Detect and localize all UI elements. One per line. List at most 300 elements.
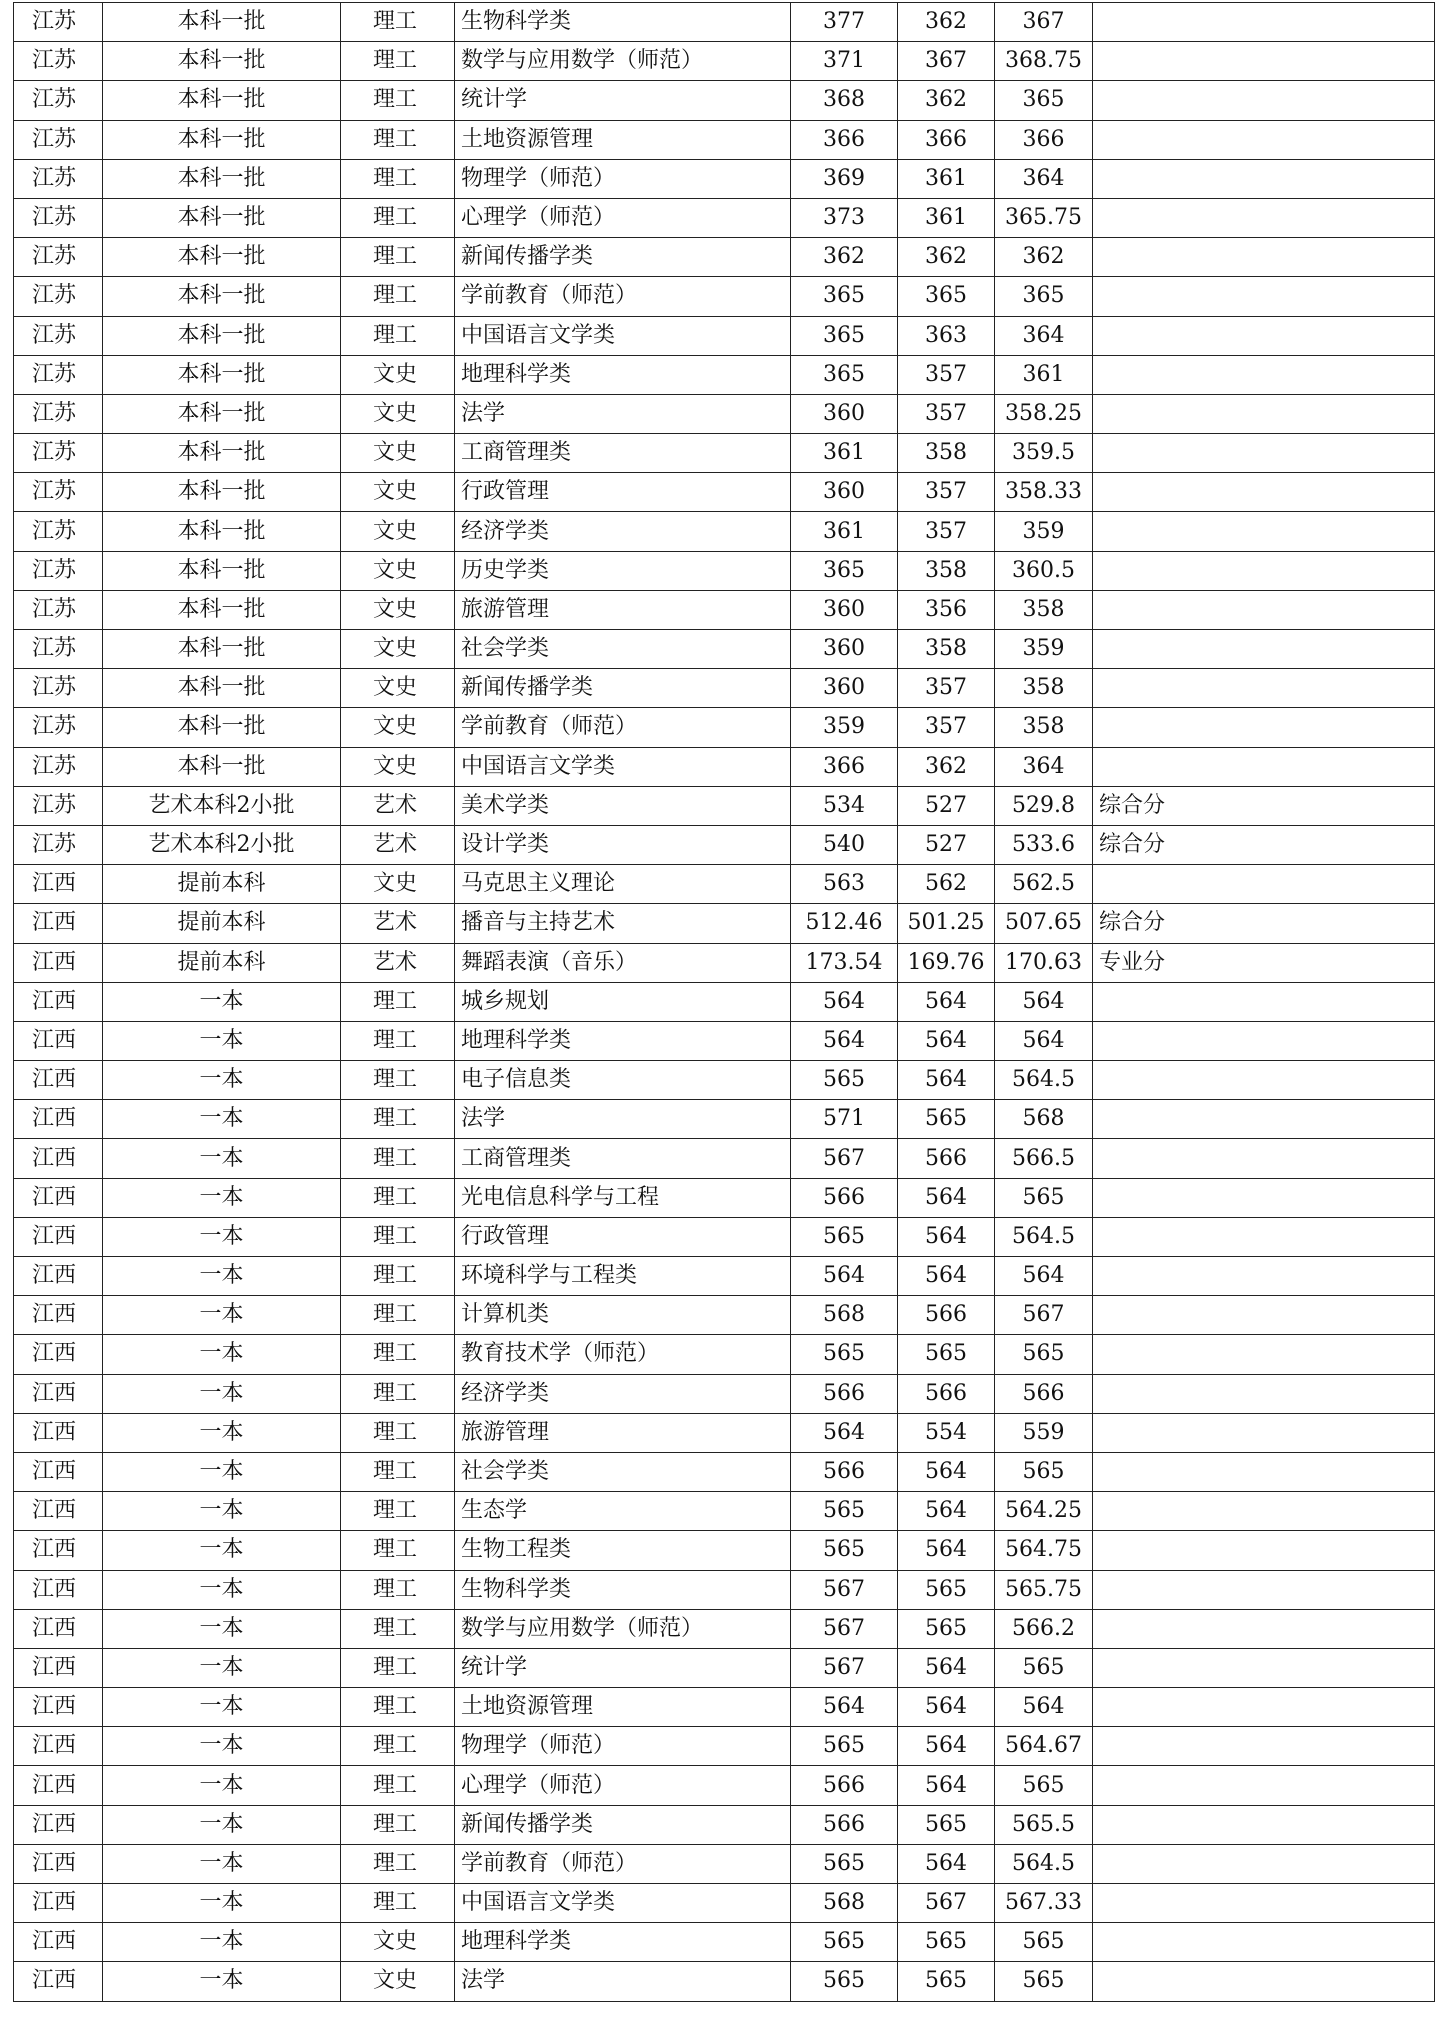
min-score-cell: 567 — [898, 1884, 995, 1923]
min-score-cell: 358 — [898, 551, 995, 590]
min-score-cell: 566 — [898, 1296, 995, 1335]
category-cell: 文史 — [341, 630, 455, 669]
min-score-cell: 564 — [898, 1217, 995, 1256]
min-score-cell: 564 — [898, 1178, 995, 1217]
avg-score-cell: 565 — [995, 1962, 1093, 2001]
max-score-cell: 571 — [791, 1100, 898, 1139]
category-cell: 理工 — [341, 1648, 455, 1687]
province-cell: 江西 — [14, 1452, 103, 1491]
max-score-cell: 566 — [791, 1178, 898, 1217]
avg-score-cell: 565.75 — [995, 1570, 1093, 1609]
major-cell: 学前教育（师范） — [455, 277, 791, 316]
avg-score-cell: 565 — [995, 1452, 1093, 1491]
table-row — [14, 1648, 1435, 1687]
category-cell: 文史 — [341, 1962, 455, 2001]
major-cell: 行政管理 — [455, 473, 791, 512]
note-cell — [1093, 434, 1435, 473]
max-score-cell: 565 — [791, 1531, 898, 1570]
min-score-cell: 357 — [898, 473, 995, 512]
avg-score-cell: 368.75 — [995, 42, 1093, 81]
major-cell: 中国语言文学类 — [455, 1884, 791, 1923]
major-cell: 地理科学类 — [455, 355, 791, 394]
table-row — [14, 1139, 1435, 1178]
category-cell: 理工 — [341, 1413, 455, 1452]
table-row — [14, 394, 1435, 433]
batch-cell: 本科一批 — [103, 473, 341, 512]
province-cell: 江西 — [14, 1374, 103, 1413]
province-cell: 江苏 — [14, 825, 103, 864]
note-cell — [1093, 1296, 1435, 1335]
major-cell: 学前教育（师范） — [455, 1844, 791, 1883]
category-cell: 理工 — [341, 1061, 455, 1100]
table-row — [14, 1021, 1435, 1060]
min-score-cell: 565 — [898, 1609, 995, 1648]
batch-cell: 本科一批 — [103, 708, 341, 747]
major-cell: 土地资源管理 — [455, 1688, 791, 1727]
batch-cell: 本科一批 — [103, 394, 341, 433]
major-cell: 社会学类 — [455, 1452, 791, 1491]
note-cell — [1093, 277, 1435, 316]
major-cell: 数学与应用数学（师范） — [455, 1609, 791, 1648]
min-score-cell: 358 — [898, 434, 995, 473]
category-cell: 艺术 — [341, 943, 455, 982]
batch-cell: 一本 — [103, 1374, 341, 1413]
min-score-cell: 358 — [898, 630, 995, 669]
min-score-cell: 566 — [898, 1374, 995, 1413]
table-row — [14, 1884, 1435, 1923]
max-score-cell: 564 — [791, 1688, 898, 1727]
note-cell — [1093, 1766, 1435, 1805]
table-row — [14, 355, 1435, 394]
note-cell — [1093, 1217, 1435, 1256]
table-row — [14, 1061, 1435, 1100]
province-cell: 江西 — [14, 1844, 103, 1883]
max-score-cell: 365 — [791, 551, 898, 590]
major-cell: 心理学（师范） — [455, 198, 791, 237]
max-score-cell: 360 — [791, 394, 898, 433]
note-cell — [1093, 394, 1435, 433]
max-score-cell: 565 — [791, 1335, 898, 1374]
avg-score-cell: 565 — [995, 1766, 1093, 1805]
major-cell: 历史学类 — [455, 551, 791, 590]
major-cell: 社会学类 — [455, 630, 791, 669]
category-cell: 理工 — [341, 198, 455, 237]
note-cell: 综合分 — [1093, 904, 1435, 943]
note-cell — [1093, 316, 1435, 355]
province-cell: 江苏 — [14, 473, 103, 512]
province-cell: 江西 — [14, 1727, 103, 1766]
major-cell: 生物科学类 — [455, 3, 791, 42]
batch-cell: 本科一批 — [103, 81, 341, 120]
avg-score-cell: 565 — [995, 1335, 1093, 1374]
min-score-cell: 564 — [898, 1648, 995, 1687]
major-cell: 工商管理类 — [455, 1139, 791, 1178]
batch-cell: 一本 — [103, 1139, 341, 1178]
note-cell — [1093, 982, 1435, 1021]
major-cell: 播音与主持艺术 — [455, 904, 791, 943]
category-cell: 文史 — [341, 865, 455, 904]
table-row — [14, 982, 1435, 1021]
table-row — [14, 1923, 1435, 1962]
category-cell: 艺术 — [341, 904, 455, 943]
avg-score-cell: 565 — [995, 1923, 1093, 1962]
note-cell — [1093, 1962, 1435, 2001]
note-cell — [1093, 1021, 1435, 1060]
table-row — [14, 238, 1435, 277]
note-cell — [1093, 551, 1435, 590]
category-cell: 理工 — [341, 1335, 455, 1374]
batch-cell: 一本 — [103, 1884, 341, 1923]
max-score-cell: 566 — [791, 1805, 898, 1844]
max-score-cell: 564 — [791, 982, 898, 1021]
avg-score-cell: 358.25 — [995, 394, 1093, 433]
province-cell: 江苏 — [14, 120, 103, 159]
avg-score-cell: 360.5 — [995, 551, 1093, 590]
table-row — [14, 904, 1435, 943]
province-cell: 江西 — [14, 1884, 103, 1923]
table-row — [14, 1257, 1435, 1296]
note-cell — [1093, 630, 1435, 669]
batch-cell: 本科一批 — [103, 669, 341, 708]
category-cell: 理工 — [341, 1609, 455, 1648]
min-score-cell: 357 — [898, 355, 995, 394]
table-row — [14, 1805, 1435, 1844]
category-cell: 理工 — [341, 1139, 455, 1178]
table-row — [14, 81, 1435, 120]
table-row — [14, 3, 1435, 42]
min-score-cell: 366 — [898, 120, 995, 159]
major-cell: 法学 — [455, 1962, 791, 2001]
note-cell — [1093, 708, 1435, 747]
category-cell: 理工 — [341, 238, 455, 277]
category-cell: 文史 — [341, 473, 455, 512]
major-cell: 行政管理 — [455, 1217, 791, 1256]
avg-score-cell: 367 — [995, 3, 1093, 42]
major-cell: 中国语言文学类 — [455, 747, 791, 786]
avg-score-cell: 564.5 — [995, 1844, 1093, 1883]
batch-cell: 本科一批 — [103, 747, 341, 786]
major-cell: 物理学（师范） — [455, 1727, 791, 1766]
note-cell — [1093, 3, 1435, 42]
min-score-cell: 357 — [898, 669, 995, 708]
batch-cell: 本科一批 — [103, 434, 341, 473]
avg-score-cell: 358 — [995, 708, 1093, 747]
category-cell: 文史 — [341, 1923, 455, 1962]
max-score-cell: 567 — [791, 1609, 898, 1648]
major-cell: 马克思主义理论 — [455, 865, 791, 904]
min-score-cell: 527 — [898, 825, 995, 864]
province-cell: 江苏 — [14, 3, 103, 42]
batch-cell: 一本 — [103, 1061, 341, 1100]
major-cell: 生态学 — [455, 1492, 791, 1531]
category-cell: 理工 — [341, 81, 455, 120]
note-cell — [1093, 473, 1435, 512]
avg-score-cell: 565 — [995, 1178, 1093, 1217]
avg-score-cell: 565.5 — [995, 1805, 1093, 1844]
province-cell: 江西 — [14, 1257, 103, 1296]
batch-cell: 一本 — [103, 1021, 341, 1060]
avg-score-cell: 565 — [995, 1648, 1093, 1687]
min-score-cell: 357 — [898, 394, 995, 433]
major-cell: 电子信息类 — [455, 1061, 791, 1100]
table-row — [14, 1296, 1435, 1335]
note-cell — [1093, 1805, 1435, 1844]
province-cell: 江苏 — [14, 42, 103, 81]
max-score-cell: 512.46 — [791, 904, 898, 943]
min-score-cell: 562 — [898, 865, 995, 904]
table-row — [14, 512, 1435, 551]
batch-cell: 一本 — [103, 1257, 341, 1296]
min-score-cell: 564 — [898, 982, 995, 1021]
table-row — [14, 1531, 1435, 1570]
note-cell — [1093, 120, 1435, 159]
province-cell: 江西 — [14, 1805, 103, 1844]
province-cell: 江西 — [14, 1609, 103, 1648]
avg-score-cell: 361 — [995, 355, 1093, 394]
max-score-cell: 566 — [791, 1452, 898, 1491]
max-score-cell: 360 — [791, 669, 898, 708]
province-cell: 江西 — [14, 1648, 103, 1687]
table-row — [14, 1335, 1435, 1374]
category-cell: 理工 — [341, 1570, 455, 1609]
major-cell: 土地资源管理 — [455, 120, 791, 159]
note-cell — [1093, 1609, 1435, 1648]
note-cell — [1093, 355, 1435, 394]
batch-cell: 一本 — [103, 1178, 341, 1217]
min-score-cell: 565 — [898, 1570, 995, 1609]
batch-cell: 艺术本科2小批 — [103, 825, 341, 864]
batch-cell: 本科一批 — [103, 277, 341, 316]
max-score-cell: 564 — [791, 1413, 898, 1452]
province-cell: 江苏 — [14, 316, 103, 355]
min-score-cell: 564 — [898, 1452, 995, 1491]
note-cell — [1093, 1100, 1435, 1139]
category-cell: 理工 — [341, 1688, 455, 1727]
avg-score-cell: 507.65 — [995, 904, 1093, 943]
min-score-cell: 362 — [898, 238, 995, 277]
major-cell: 经济学类 — [455, 512, 791, 551]
table-row — [14, 1688, 1435, 1727]
avg-score-cell: 362 — [995, 238, 1093, 277]
major-cell: 统计学 — [455, 1648, 791, 1687]
category-cell: 理工 — [341, 1217, 455, 1256]
min-score-cell: 564 — [898, 1021, 995, 1060]
category-cell: 理工 — [341, 3, 455, 42]
max-score-cell: 366 — [791, 120, 898, 159]
max-score-cell: 373 — [791, 198, 898, 237]
avg-score-cell: 365.75 — [995, 198, 1093, 237]
avg-score-cell: 170.63 — [995, 943, 1093, 982]
major-cell: 新闻传播学类 — [455, 238, 791, 277]
note-cell — [1093, 865, 1435, 904]
batch-cell: 提前本科 — [103, 904, 341, 943]
min-score-cell: 527 — [898, 786, 995, 825]
province-cell: 江苏 — [14, 630, 103, 669]
table-row — [14, 1844, 1435, 1883]
category-cell: 文史 — [341, 394, 455, 433]
avg-score-cell: 564.67 — [995, 1727, 1093, 1766]
avg-score-cell: 533.6 — [995, 825, 1093, 864]
avg-score-cell: 564.5 — [995, 1217, 1093, 1256]
category-cell: 理工 — [341, 159, 455, 198]
note-cell — [1093, 198, 1435, 237]
major-cell: 地理科学类 — [455, 1021, 791, 1060]
min-score-cell: 357 — [898, 708, 995, 747]
batch-cell: 本科一批 — [103, 198, 341, 237]
avg-score-cell: 358.33 — [995, 473, 1093, 512]
min-score-cell: 565 — [898, 1923, 995, 1962]
major-cell: 城乡规划 — [455, 982, 791, 1021]
avg-score-cell: 359.5 — [995, 434, 1093, 473]
table-row — [14, 1609, 1435, 1648]
table-row — [14, 708, 1435, 747]
avg-score-cell: 359 — [995, 512, 1093, 551]
min-score-cell: 357 — [898, 512, 995, 551]
table-row — [14, 198, 1435, 237]
note-cell — [1093, 1844, 1435, 1883]
min-score-cell: 356 — [898, 590, 995, 629]
province-cell: 江西 — [14, 1570, 103, 1609]
batch-cell: 一本 — [103, 1452, 341, 1491]
batch-cell: 一本 — [103, 982, 341, 1021]
avg-score-cell: 358 — [995, 590, 1093, 629]
max-score-cell: 567 — [791, 1139, 898, 1178]
batch-cell: 一本 — [103, 1570, 341, 1609]
category-cell: 理工 — [341, 1100, 455, 1139]
province-cell: 江西 — [14, 1296, 103, 1335]
min-score-cell: 564 — [898, 1688, 995, 1727]
max-score-cell: 534 — [791, 786, 898, 825]
major-cell: 数学与应用数学（师范） — [455, 42, 791, 81]
min-score-cell: 566 — [898, 1139, 995, 1178]
min-score-cell: 361 — [898, 198, 995, 237]
avg-score-cell: 364 — [995, 316, 1093, 355]
major-cell: 舞蹈表演（音乐） — [455, 943, 791, 982]
note-cell — [1093, 1452, 1435, 1491]
table-row — [14, 42, 1435, 81]
table-row — [14, 1178, 1435, 1217]
avg-score-cell: 366 — [995, 120, 1093, 159]
province-cell: 江西 — [14, 1335, 103, 1374]
min-score-cell: 564 — [898, 1766, 995, 1805]
major-cell: 经济学类 — [455, 1374, 791, 1413]
max-score-cell: 568 — [791, 1884, 898, 1923]
batch-cell: 本科一批 — [103, 159, 341, 198]
table-row — [14, 1217, 1435, 1256]
note-cell — [1093, 590, 1435, 629]
category-cell: 文史 — [341, 590, 455, 629]
avg-score-cell: 564 — [995, 1021, 1093, 1060]
major-cell: 美术学类 — [455, 786, 791, 825]
note-cell: 综合分 — [1093, 786, 1435, 825]
max-score-cell: 371 — [791, 42, 898, 81]
min-score-cell: 362 — [898, 3, 995, 42]
min-score-cell: 362 — [898, 81, 995, 120]
min-score-cell: 565 — [898, 1100, 995, 1139]
batch-cell: 本科一批 — [103, 238, 341, 277]
major-cell: 生物工程类 — [455, 1531, 791, 1570]
batch-cell: 一本 — [103, 1296, 341, 1335]
major-cell: 心理学（师范） — [455, 1766, 791, 1805]
province-cell: 江西 — [14, 1492, 103, 1531]
note-cell: 综合分 — [1093, 825, 1435, 864]
max-score-cell: 361 — [791, 512, 898, 551]
major-cell: 旅游管理 — [455, 590, 791, 629]
province-cell: 江西 — [14, 1217, 103, 1256]
avg-score-cell: 358 — [995, 669, 1093, 708]
category-cell: 理工 — [341, 1844, 455, 1883]
major-cell: 旅游管理 — [455, 1413, 791, 1452]
category-cell: 理工 — [341, 1805, 455, 1844]
max-score-cell: 567 — [791, 1570, 898, 1609]
max-score-cell: 565 — [791, 1962, 898, 2001]
category-cell: 文史 — [341, 355, 455, 394]
category-cell: 文史 — [341, 669, 455, 708]
note-cell — [1093, 1570, 1435, 1609]
min-score-cell: 361 — [898, 159, 995, 198]
min-score-cell: 565 — [898, 1962, 995, 2001]
province-cell: 江西 — [14, 1962, 103, 2001]
avg-score-cell: 566.5 — [995, 1139, 1093, 1178]
major-cell: 学前教育（师范） — [455, 708, 791, 747]
max-score-cell: 366 — [791, 747, 898, 786]
province-cell: 江西 — [14, 1923, 103, 1962]
category-cell: 理工 — [341, 1766, 455, 1805]
table-row — [14, 1962, 1435, 2001]
category-cell: 文史 — [341, 708, 455, 747]
max-score-cell: 365 — [791, 355, 898, 394]
note-cell — [1093, 747, 1435, 786]
batch-cell: 一本 — [103, 1805, 341, 1844]
table-row — [14, 434, 1435, 473]
note-cell — [1093, 1061, 1435, 1100]
batch-cell: 本科一批 — [103, 42, 341, 81]
category-cell: 文史 — [341, 747, 455, 786]
max-score-cell: 360 — [791, 590, 898, 629]
note-cell — [1093, 238, 1435, 277]
batch-cell: 本科一批 — [103, 512, 341, 551]
batch-cell: 本科一批 — [103, 590, 341, 629]
max-score-cell: 377 — [791, 3, 898, 42]
major-cell: 计算机类 — [455, 1296, 791, 1335]
min-score-cell: 565 — [898, 1805, 995, 1844]
table-row — [14, 473, 1435, 512]
category-cell: 文史 — [341, 512, 455, 551]
category-cell: 理工 — [341, 1531, 455, 1570]
batch-cell: 一本 — [103, 1962, 341, 2001]
avg-score-cell: 364 — [995, 159, 1093, 198]
table-row — [14, 825, 1435, 864]
max-score-cell: 565 — [791, 1923, 898, 1962]
max-score-cell: 564 — [791, 1257, 898, 1296]
min-score-cell: 365 — [898, 277, 995, 316]
min-score-cell: 564 — [898, 1531, 995, 1570]
batch-cell: 一本 — [103, 1100, 341, 1139]
avg-score-cell: 365 — [995, 81, 1093, 120]
max-score-cell: 360 — [791, 473, 898, 512]
batch-cell: 一本 — [103, 1609, 341, 1648]
table-row — [14, 120, 1435, 159]
batch-cell: 一本 — [103, 1727, 341, 1766]
major-cell: 物理学（师范） — [455, 159, 791, 198]
province-cell: 江苏 — [14, 708, 103, 747]
min-score-cell: 367 — [898, 42, 995, 81]
max-score-cell: 566 — [791, 1374, 898, 1413]
table-row — [14, 865, 1435, 904]
province-cell: 江苏 — [14, 81, 103, 120]
max-score-cell: 362 — [791, 238, 898, 277]
min-score-cell: 501.25 — [898, 904, 995, 943]
